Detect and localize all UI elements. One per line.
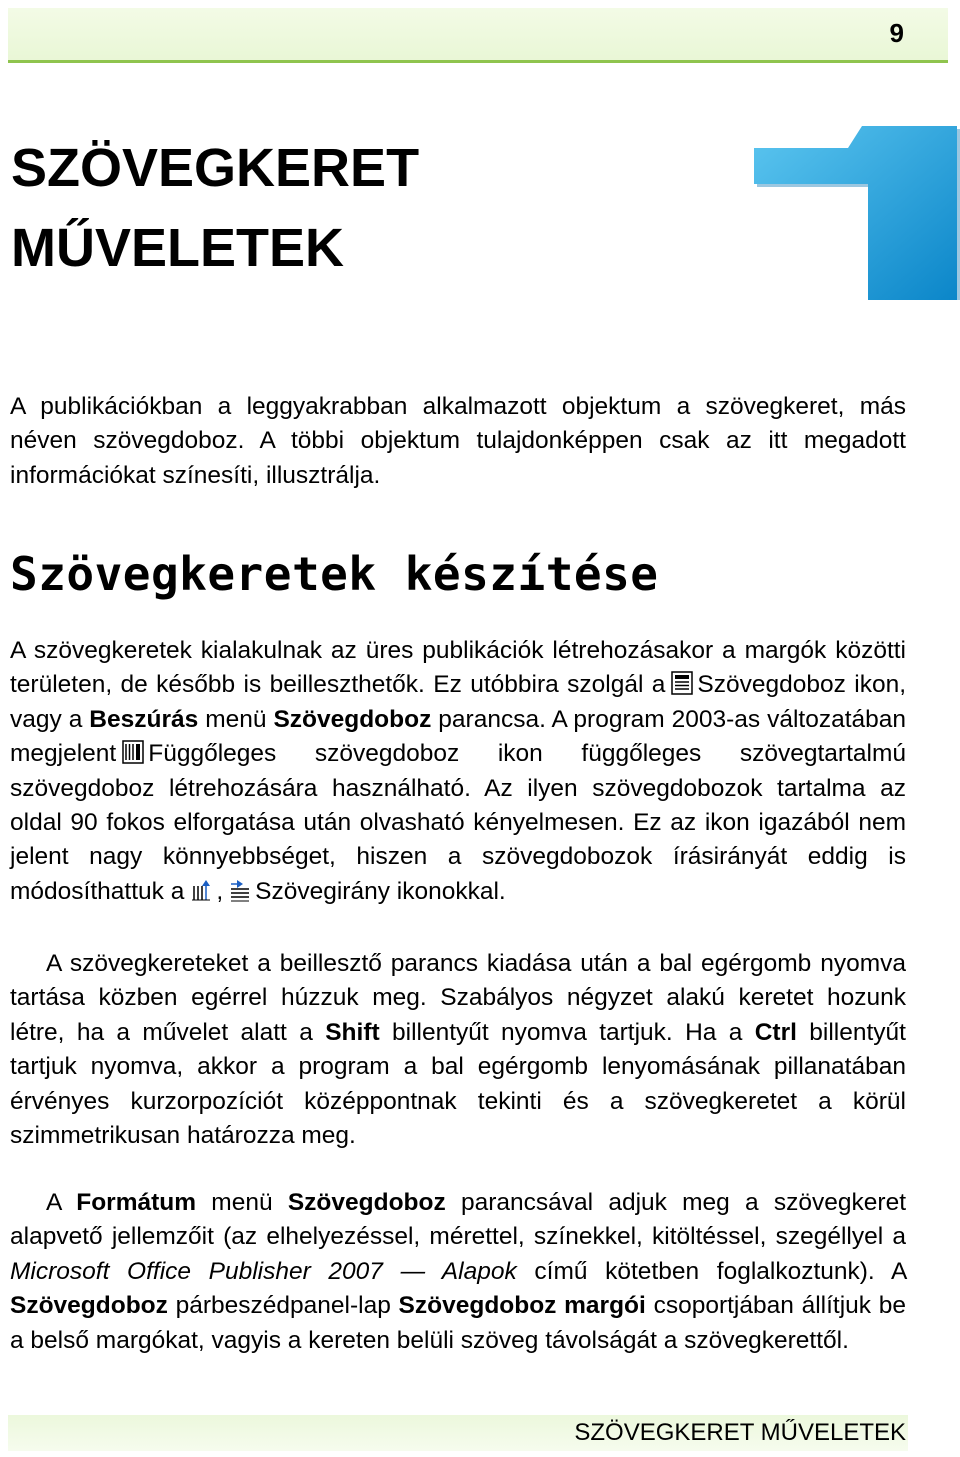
text-direction-vertical-icon: [190, 878, 212, 902]
page-header-band: [8, 8, 948, 63]
p1-text: ,: [216, 877, 224, 905]
p3-text: menü: [211, 1189, 273, 1216]
chapter-title-line1: SZÖVEGKERET: [11, 138, 420, 198]
p3-text: csoportjában állítjuk be a belső margókat, vagyis a kereten belüli szöveg távolságát a szövegkerettől.: [10, 1292, 906, 1354]
p1-text: Függőleges szövegdoboz ikon függőleges szövegtartalmú szövegdoboz létrehozására használható. Az ilyen szövegdobozok tartalma az oldal 90 fokos elforgatása után olvasható kényelmesen. Ez az ikon igazából nem jelent nagy könnyebbséget, hiszen a szövegdobozok írásirányát eddig is módosíthattuk a: [10, 740, 906, 905]
p2-text: A szövegkereteket a beillesztő parancs kiadása után a bal egérgomb nyomva tartása közben egérrel húzzuk meg. Szabályos négyzet alakú keretet hozunk létre, ha a művelet alatt a: [10, 950, 906, 1046]
text-direction-horizontal-icon: [229, 878, 251, 902]
dialog-name-textbox: Szövegdoboz: [10, 1292, 168, 1320]
intro-paragraph: A publikációkban a leggyakrabban alkalmazott objektum a szövegkeret, más néven szövegdoboz. A többi objektum tulajdonképpen csak az itt megadott információkat színesíti, illusztrálja.: [10, 393, 906, 489]
running-footer-title: SZÖVEGKERET MŰVELETEK: [574, 1419, 906, 1446]
p1-text: parancsa. A program 2003-as változatában megjelent: [10, 705, 906, 768]
paragraph-3: [10, 1186, 906, 1358]
chapter-number-graphic: [750, 118, 960, 300]
section-title: Szövegkeretek készítése: [10, 547, 659, 601]
vertical-text-box-icon: [122, 740, 144, 764]
paragraph-2: [10, 947, 906, 1153]
menu-name-insert: Beszúrás: [89, 705, 199, 733]
command-name-textbox: Szövegdoboz: [273, 705, 432, 733]
key-name-shift: Shift: [325, 1018, 380, 1046]
p3-text: párbeszédpanel-lap: [175, 1292, 391, 1320]
chapter-title-line2: MŰVELETEK: [11, 218, 345, 278]
p1-text: A szövegkeretek kialakulnak az üres publikációk létrehozásakor a margók közötti területen, de később is beilleszthetők. Ez utóbbira szolgál a: [10, 637, 906, 699]
p1-text: Szövegdoboz ikon, vagy a: [10, 671, 907, 733]
book-title-reference: Microsoft Office Publisher 2007 — Alapok: [10, 1257, 517, 1285]
paragraph-1: [10, 634, 906, 909]
key-name-ctrl: Ctrl: [754, 1018, 797, 1046]
chapter-title: [11, 128, 731, 288]
menu-name-format: Formátum: [76, 1189, 197, 1216]
p3-text: A: [46, 1189, 61, 1216]
p1-text: menü: [205, 705, 267, 733]
text-box-icon: [671, 671, 693, 695]
command-name-textbox: Szövegdoboz: [287, 1189, 446, 1216]
p3-text: című kötetben foglalkoztunk). A: [534, 1257, 907, 1285]
page-number: 9: [889, 18, 904, 48]
p1-text: Szövegirány ikonokkal.: [255, 877, 506, 905]
group-name-textbox-margins: Szövegdoboz margói: [398, 1292, 646, 1320]
p3-text: parancsával adjuk meg a szövegkeret alapvető jellemzőit (az elhelyezéssel, mérettel, színekkel, kitöltéssel, szegéllyel a: [10, 1189, 907, 1251]
p2-text: billentyűt nyomva tartjuk. Ha a: [392, 1018, 743, 1046]
p2-text: billentyűt tartjuk nyomva, akkor a program a bal egérgomb lenyomásának pillanatában érvényes kurzorpozíciót középpontnak tekinti és a szövegkeretet a körül szimmetrikusan határozza meg.: [10, 1018, 906, 1150]
